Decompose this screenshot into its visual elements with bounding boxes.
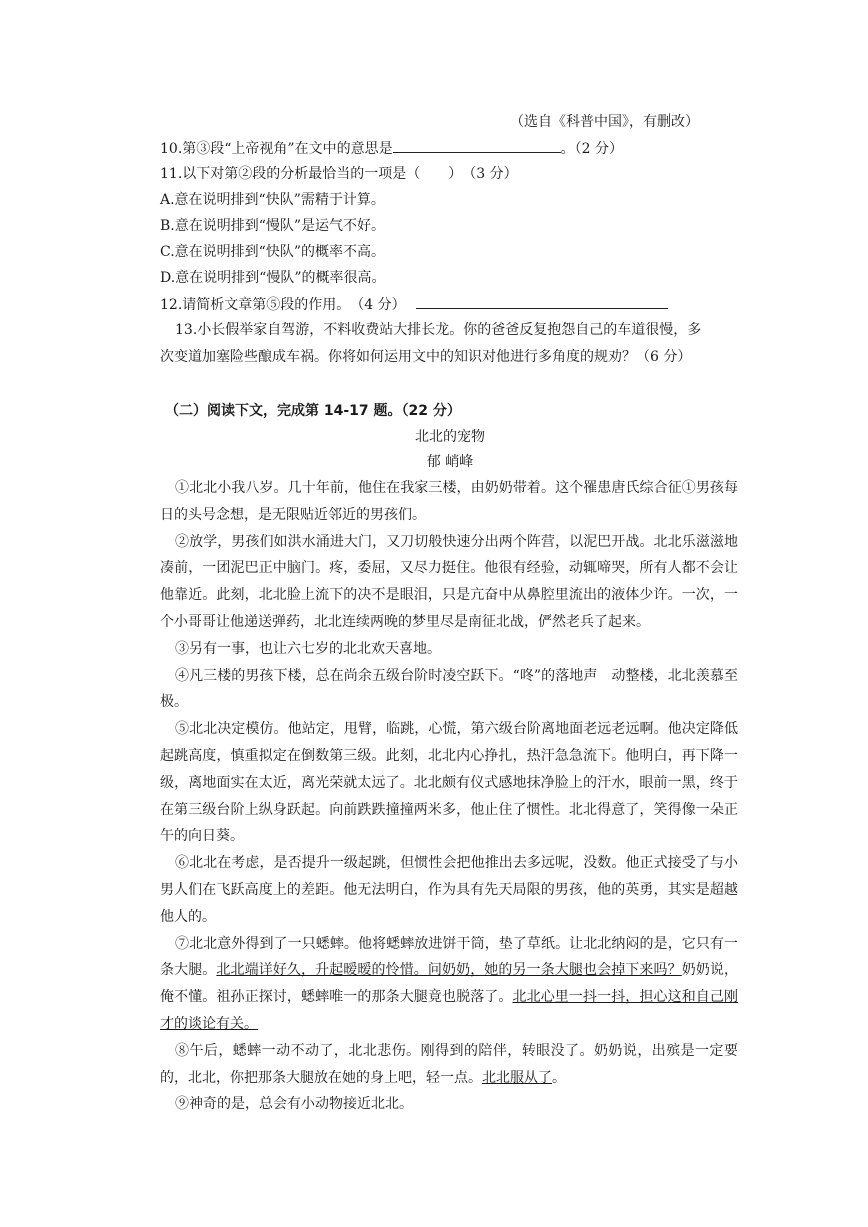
q10-text: 10.第③段“上帝视角”在文中的意思是 — [160, 141, 393, 157]
question-12 — [160, 294, 740, 315]
article-body — [160, 475, 738, 1118]
option-c: C.意在说明排到“快队”的概率不高。 — [160, 244, 385, 260]
p8-end: 。 — [552, 1069, 566, 1086]
question-10 — [160, 138, 740, 159]
paragraph-3: ③另有一事，也让六七岁的北北欢天喜地。 — [175, 640, 441, 657]
article-title: 北北的宠物 — [415, 429, 485, 445]
option-b: B.意在说明排到“慢队”是运气不好。 — [160, 218, 386, 234]
p7-sentence-1: ⑦北北意外得到了一只蟋蟀。他将蟋蟀放进饼干筒，垫了草纸。让北北纳闷的是，它只有一条大腿。 — [160, 935, 738, 979]
paragraph-9: ⑨神奇的是，总会有小动物接近北北。 — [175, 1096, 413, 1113]
article-author: 郁 峭峰 — [426, 454, 474, 470]
paragraph-4: ④凡三楼的男孩下楼，总在尚余五级台阶时凌空跃下。“咚”的落地声 动整楼，北北羡慕至极。 — [160, 667, 738, 711]
q10-score: 。（2 分） — [560, 141, 623, 157]
section-heading: （二）阅读下文，完成第 14-17 题。（22 分） — [165, 403, 461, 419]
paragraph-5: ⑤北北决定模仿。他站定，甩臂，临跳，心慌，第六级台阶离地面老远老远啊。他决定降低起跳高度，慎重拟定在倒数第三级。此刻，北北内心挣扎，热汗急急流下。他明白，再下降一级，离地面实在太近，离光荣就太远了。北北颇有仪式感地抹净脸上的汗水，眼前一黑，终于在第三级台阶上纵身跃起。向前跌跌撞撞两米多，他止住了惯性。北北得意了，笑得像一朵正午的向日葵。 — [160, 721, 738, 845]
paragraph-2: ②放学，男孩们如洪水涌进大门，又刀切般快速分出两个阵营，以泥巴开战。北北乐滋滋地凑前，一团泥巴正中脑门。疼，委屈，又尽力挺住。他很有经验，动辄啼哭，所有人都不会让他靠近。此刻，北北脸上流下的决不是眼泪，只是亢奋中从鼻腔里流出的液体少许。一次，一个小哥哥让他递送弹药，北北连续两晚的梦里尽是南征北战，俨然老兵了起来。 — [160, 533, 738, 630]
option-d: D.意在说明排到“慢队”的概率很高。 — [160, 270, 386, 286]
option-a: A.意在说明排到“快队”需精于计算。 — [160, 192, 385, 208]
p7-sentence-3: 奶奶说，俺不懂。祖孙正探讨，蟋蟀唯一的那条大腿竟也脱落了。 — [160, 962, 739, 1006]
underlined-sentence: 北北心里一抖一抖，担心这和自己刚才的谈论有关。 — [160, 989, 738, 1032]
paragraph-8 — [160, 1038, 738, 1092]
underlined-sentence: 北北端详好久，升起暧暧的怜惜。问奶奶，她的另一条大腿也会掉下来吗？ — [216, 962, 682, 979]
answer-blank[interactable] — [416, 294, 668, 309]
question-13-line1: 13.小长假举家自驾游，不料收费站大排长龙。你的爸爸反复抱怨自己的车道很慢，多 — [175, 322, 702, 338]
p8-sentence-1: ⑧午后，蟋蟀一动不动了，北北悲伤。刚得到的陪伴，转眼没了。奶奶说，出殡是一定要的，北北，你把那条大腿放在她的身上吧，轻一点。 — [160, 1042, 738, 1086]
answer-blank[interactable] — [393, 138, 561, 153]
paragraph-1: ①北北小我八岁。几十年前，他住在我家三楼，由奶奶带着。这个罹患唐氏综合征①男孩每日的头号念想，是无限贴近邻近的男孩们。 — [160, 480, 738, 523]
underlined-sentence: 北北服从了 — [482, 1069, 552, 1086]
source-note: （选自《科普中国》，有删改） — [510, 114, 699, 130]
paragraph-6: ⑥北北在考虑，是否提升一级起跳，但惯性会把他推出去多远呢，没数。他正式接受了与小男人们在飞跃高度上的差距。他无法明白，作为具有先天局限的男孩，他的英勇，其实是超越他人的。 — [160, 855, 738, 925]
question-13-line2: 次变道加塞险些酿成车祸。你将如何运用文中的知识对他进行多角度的规劝？（6 分） — [160, 349, 692, 365]
paragraph-7 — [160, 931, 738, 1038]
question-11-stem: 11.以下对第②段的分析最恰当的一项是（ ） （3 分） — [160, 166, 518, 182]
q12-text: 12.请简析文章第⑤段的作用。 （4 分） — [160, 297, 406, 313]
